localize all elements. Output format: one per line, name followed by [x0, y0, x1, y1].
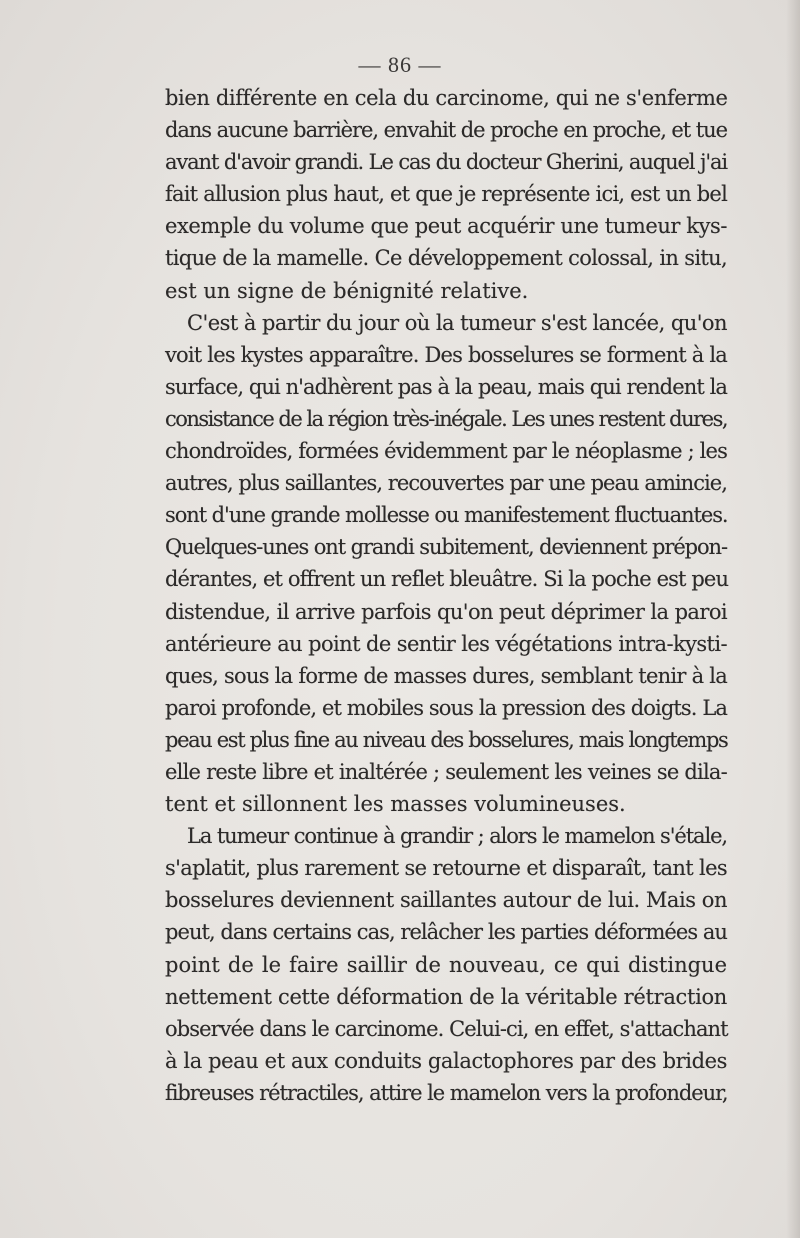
body-text: [165, 82, 727, 1109]
text-line: peut, dans certains cas, relâcher les parties déformées au: [165, 920, 727, 945]
text-line: bien différente en cela du carcinome, qui ne s'enferme: [165, 86, 728, 110]
text-line: avant d'avoir grandi. Le cas du docteur Gherini, auquel j'ai: [165, 150, 727, 175]
page-edge-shadow: [786, 0, 800, 1238]
text-line: Quelques-unes ont grandi subitement, deviennent prépon-: [165, 535, 727, 560]
text-line: tique de la mamelle. Ce développement colossal, in situ,: [165, 246, 727, 271]
text-line: nettement cette déformation de la véritable rétraction: [165, 984, 727, 1009]
text-line: dans aucune barrière, envahit de proche en proche, et tue: [165, 118, 727, 143]
text-line: exemple du volume que peut acquérir une tumeur kys-: [165, 214, 727, 239]
text-line: paroi profonde, et mobiles sous la pression des doigts. La: [165, 695, 728, 720]
text-line: s'aplatit, plus rarement se retourne et disparaît, tant les: [165, 856, 728, 881]
text-line: point de le faire saillir de nouveau, ce qui distingue: [165, 952, 727, 977]
text-line: chondroïdes, formées évidemment par le néoplasme ; les: [165, 439, 727, 464]
text-line: voit les kystes apparaître. Des bosselures se forment à la: [165, 342, 728, 367]
text-line: sont d'une grande mollesse ou manifestement fluctuantes.: [165, 503, 728, 528]
page-number: — 86 —: [358, 52, 442, 77]
text-line: elle reste libre et inaltérée ; seulement les veines se dila-: [165, 759, 727, 784]
text-line: fait allusion plus haut, et que je représente ici, est un bel: [165, 182, 728, 207]
text-line: peau est plus fine au niveau des bosselures, mais longtemps: [165, 727, 728, 752]
text-line: fibreuses rétractiles, attire le mamelon vers la profondeur,: [165, 1080, 728, 1105]
text-line: ques, sous la forme de masses dures, semblant tenir à la: [165, 663, 728, 688]
text-line: dérantes, et offrent un reflet bleuâtre. Si la poche est peu: [165, 567, 729, 592]
text-line: bosselures deviennent saillantes autour de lui. Mais on: [165, 888, 727, 913]
text-line: antérieure au point de sentir les végétations intra-kysti-: [165, 631, 728, 656]
text-line: observée dans le carcinome. Celui-ci, en effet, s'attachant: [165, 1016, 728, 1041]
text-line: surface, qui n'adhèrent pas à la peau, mais qui rendent la: [165, 374, 727, 399]
text-line: tent et sillonnent les masses volumineuses.: [165, 792, 626, 817]
text-line: C'est à partir du jour où la tumeur s'est lancée, qu'on: [187, 310, 727, 335]
text-line: distendue, il arrive parfois qu'on peut déprimer la paroi: [165, 599, 727, 624]
text-line: La tumeur continue à grandir ; alors le mamelon s'étale,: [187, 824, 728, 849]
text-line: à la peau et aux conduits galactophores par des brides: [165, 1048, 728, 1073]
text-line: est un signe de bénignité relative.: [165, 278, 529, 303]
text-line: autres, plus saillantes, recouvertes par une peau amincie,: [165, 471, 727, 496]
text-line: consistance de la région très-inégale. Les unes restent dures,: [165, 406, 727, 431]
